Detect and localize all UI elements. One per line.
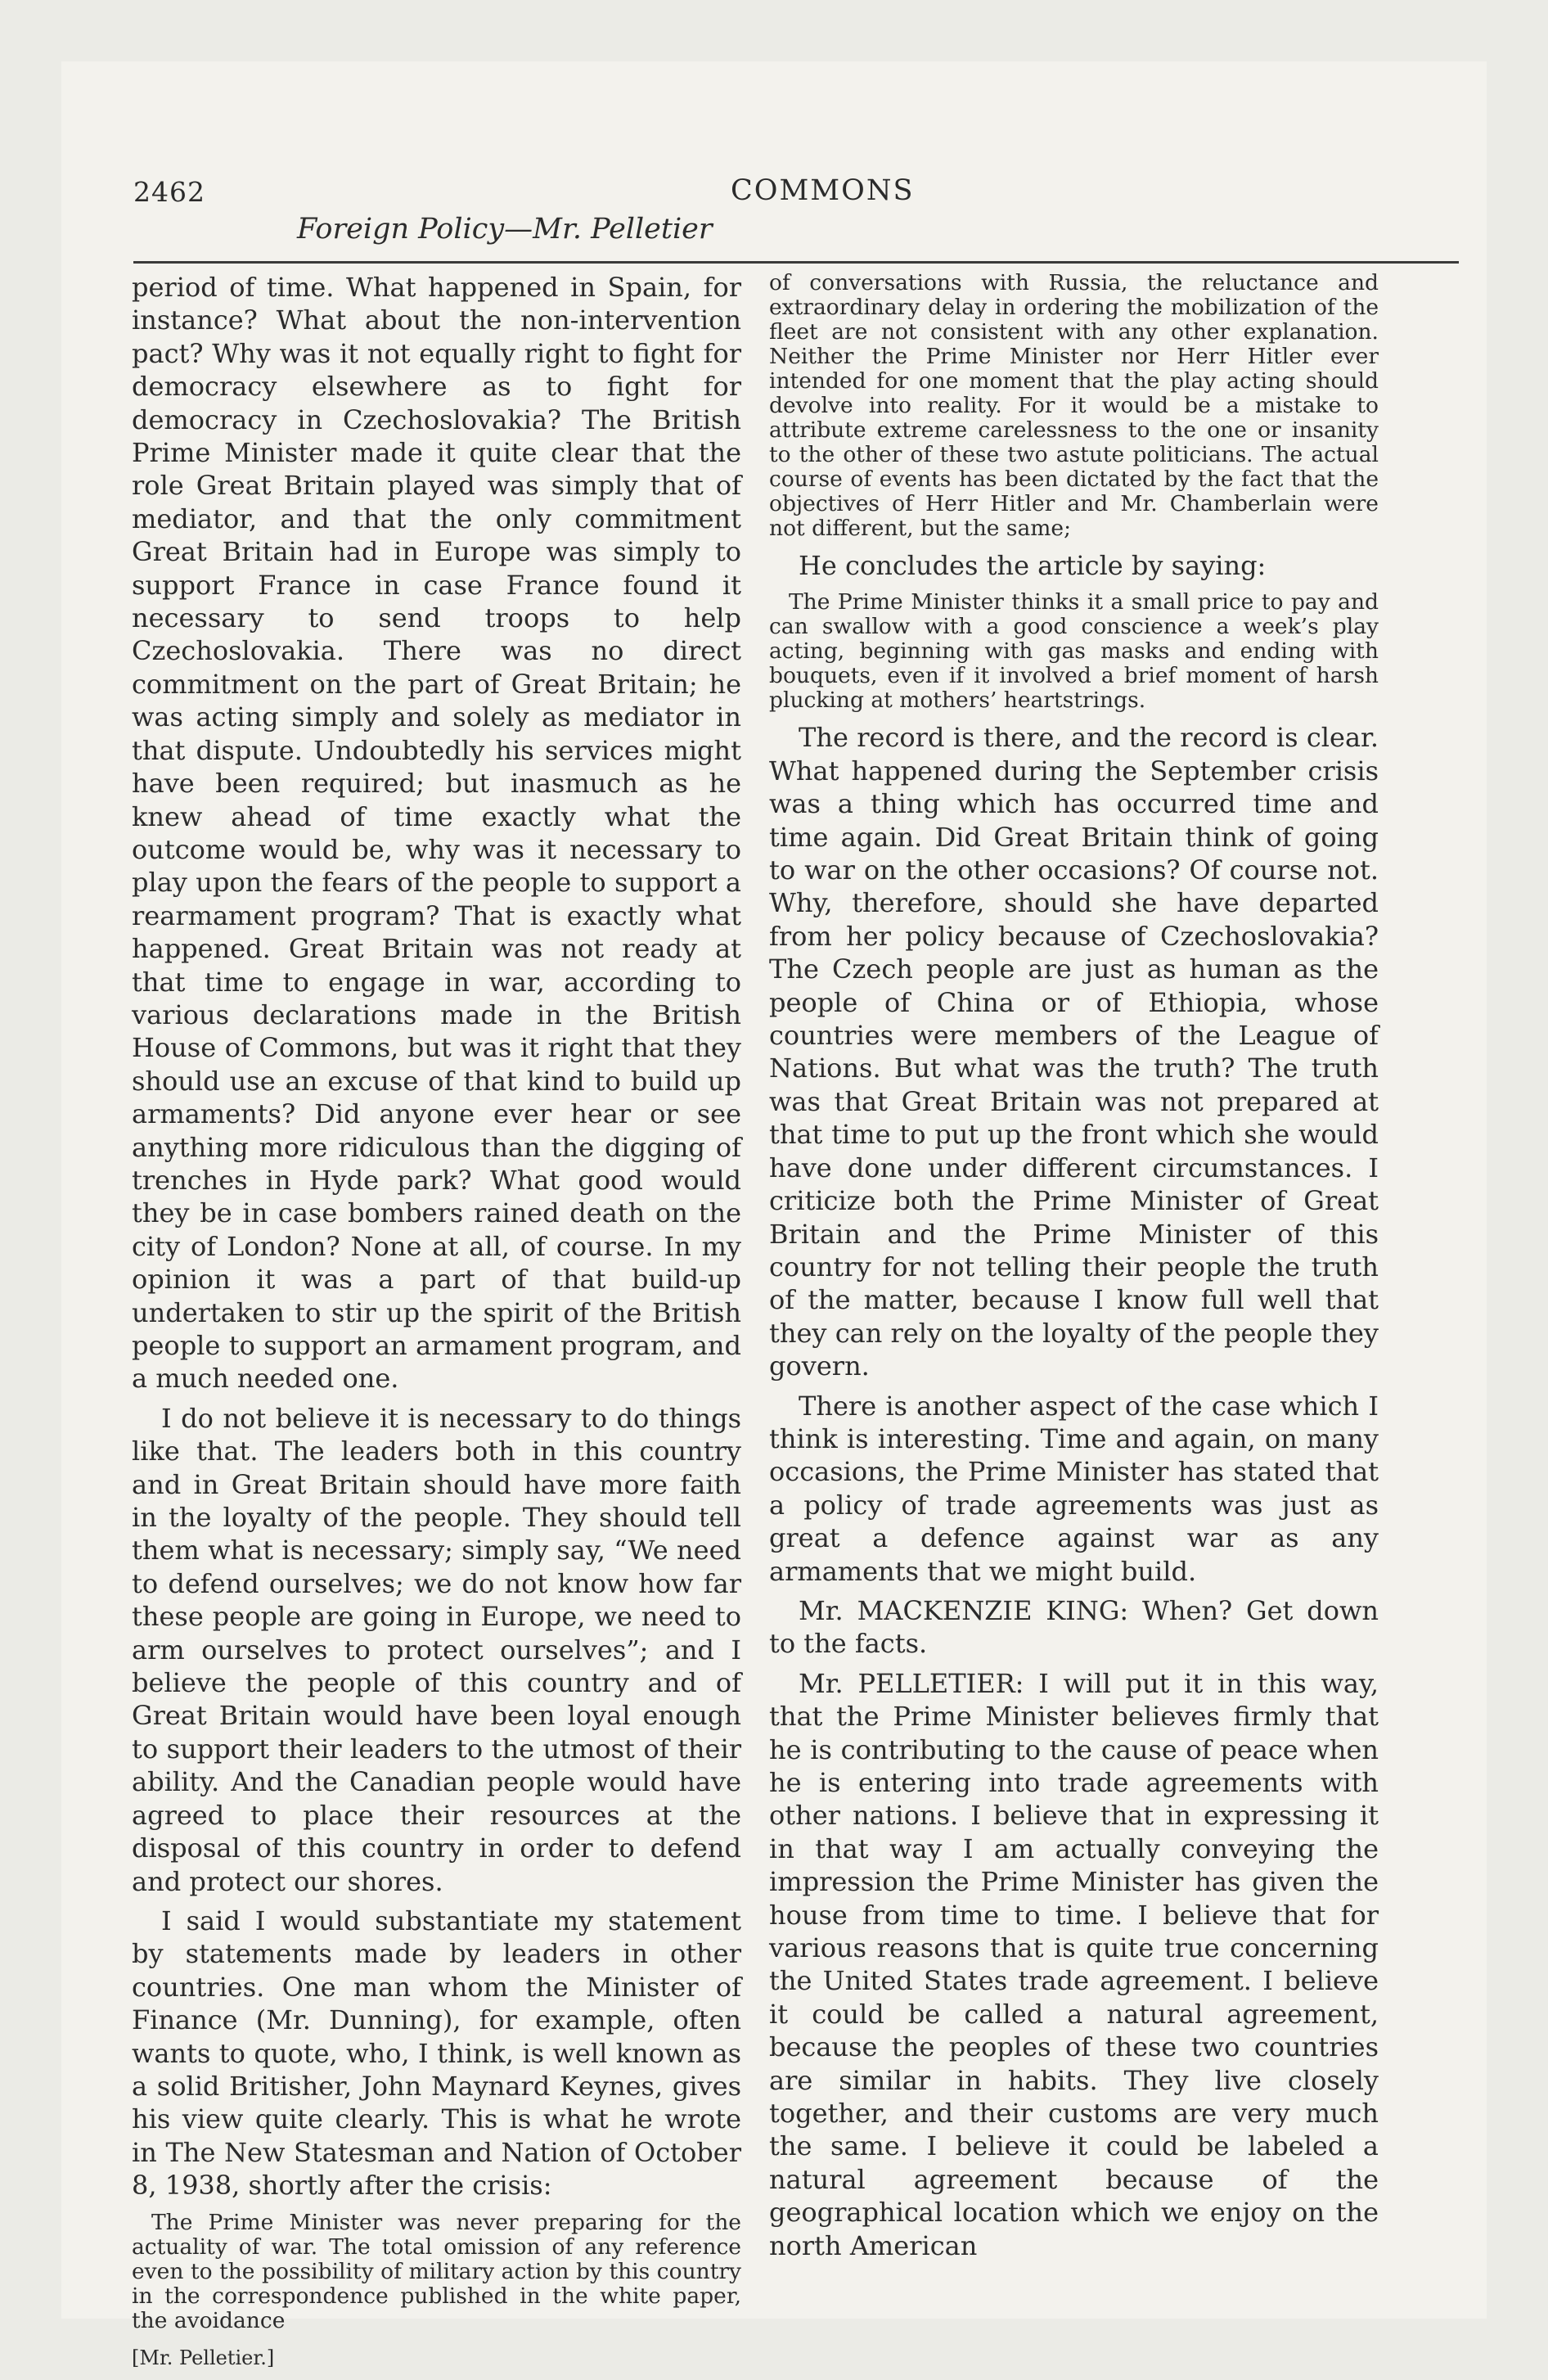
paragraph: He concludes the article by saying: [799,550,1267,581]
page-sheet [61,61,1487,2369]
speaker-byline: [Mr. Pelletier.] [132,2346,275,2369]
paragraph: There is another aspect of the case which I think is interesting. Time and again, on many occasions, the Prime Minister has stated that a policy of trade agreements was just as great a defence against war as any armaments that we might build. [769,1390,1379,1587]
paragraph: Mr. PELLETIER: I will put it in this way, that the Prime Minister believes firmly that he is contributing to the cause of peace when he is entering into trade agreements with other nations. I believe that in expressing it in that way I am actually conveying the impression the Prime Minister has given the house from time to time. I believe that for various reasons that is quite true concerning the United States trade agreement. I believe it could be called a natural agreement, because the peoples of these two countries are similar in habits. They live closely together, and their customs are very much the same. I believe it could be labeled a natural agreement because of the geographical location which we enjoy on the north American [769,1667,1379,2261]
paragraph: period of time. What happened in Spain, for instance? What about the non-intervention pact? Why was it not equally right to fight for democracy elsewhere as to fight for democracy in Czechoslovakia? The British Prime Minister made it quite clear that the role Great Britain played was simply that of mediator, and that the only commitment Great Britain had in Europe was simply to support France in case France found it necessary to send troops to help Czechoslovakia. There was no direct commitment on the part of Great Britain; he was acting simply and solely as mediator in that dispute. Undoubtedly his services might have been required; but inasmuch as he knew ahead of time exactly what the outcome would be, why was it necessary to play upon the fears of the people to support a rearmament program? That is exactly what happened. Great Britain was not ready at that time to engage in war, according to various declarations made in the British House of Commons, but was it right that they should use an excuse of that kind to build up armaments? Did anyone ever hear or see anything more ridiculous than the digging of trenches in Hyde park? What good would they be in case bombers rained death on the city of London? None at all, of course. In my opinion it was a part of that build-up undertaken to stir up the spirit of the British people to support an armament program, and a much needed one. [132,272,741,1395]
page-header [133,119,1459,258]
right-column [769,271,1379,2262]
running-title: Foreign Policy—Mr. Pelletier [297,213,713,246]
paragraph: I said I would substantiate my statement by statements made by leaders in other countries. One man whom the Minister of Finance (Mr. Dunning), for example, often wants to quote, who, I think, is well known as a solid Britisher, John Maynard Keynes, gives his view quite clearly. This is what he wrote in The New Statesman and Nation of October 8, 1938, shortly after the crisis: [132,1904,741,2202]
header-rule [133,261,1459,264]
paragraph: Mr. MACKENZIE KING: When? Get down to the facts. [769,1594,1379,1660]
block-quote: The Prime Minister was never preparing for the actuality of war. The total omission of any reference even to the possibility of military action by this country in the correspondence published in the white paper, the avoidance [132,2209,741,2333]
section-title: COMMONS [731,174,915,207]
block-quote: of conversations with Russia, the reluctance and extraordinary delay in ordering the mobilization of the fleet are not consistent with any other explanation. Neither the Prime Minister nor Herr Hitler ever intended for one moment that the play acting should devolve into reality. For it would be a mistake to attribute extreme carelessness to the one or insanity to the other of these two astute politicians. The actual course of events has been dictated by the fact that the objectives of Herr Hitler and Mr. Chamberlain were not different, but the same; [769,270,1379,541]
paragraph: The record is there, and the record is clear. What happened during the September crisis was a thing which has occurred time and time again. Did Great Britain think of going to war on the other occasions? Of course not. Why, therefore, should she have departed from her policy because of Czechoslovakia? The Czech people are just as human as the people of China or of Ethiopia, whose countries were members of the League of Nations. But what was the truth? The truth was that Great Britain was not prepared at that time to put up the front which she would have done under different circumstances. I criticize both the Prime Minister of Great Britain and the Prime Minister of this country for not telling their people the truth of the matter, because I know full well that they can rely on the loyalty of the people they govern. [769,722,1379,1382]
block-quote: The Prime Minister thinks it a small price to pay and can swallow with a good conscience a week’s play acting, beginning with gas masks and ending with bouquets, even if it involved a brief moment of harsh plucking at mothers’ heartstrings. [769,589,1379,714]
paragraph: I do not believe it is necessary to do things like that. The leaders both in this country and in Great Britain should have more faith in the loyalty of the people. They should tell them what is necessary; simply say, “We need to defend ourselves; we do not know how far these people are going in Europe, we need to arm ourselves to protect ourselves”; and I believe the people of this country and of Great Britain would have been loyal enough to support their leaders to the utmost of their ability. And the Canadian people would have agreed to place their resources at the disposal of this country in order to defend and protect our shores. [132,1402,741,1897]
left-column [132,271,741,2374]
page-number: 2462 [133,176,205,208]
